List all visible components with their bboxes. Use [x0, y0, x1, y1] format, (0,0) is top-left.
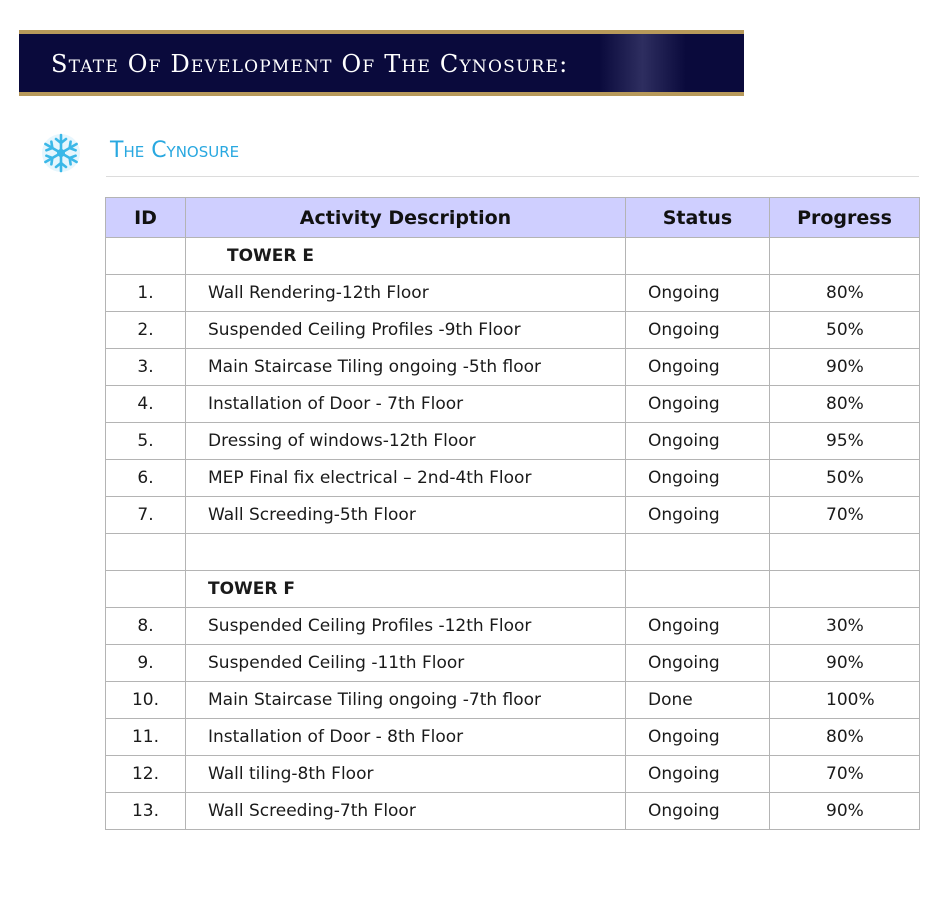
table-row [106, 275, 920, 312]
row-progress: 30% [770, 608, 920, 645]
table-row [106, 423, 920, 460]
row-progress: 80% [770, 719, 920, 756]
table-row [106, 312, 920, 349]
row-status: Ongoing [626, 460, 770, 497]
table-row [106, 719, 920, 756]
row-status: Ongoing [626, 719, 770, 756]
row-progress: 50% [770, 460, 920, 497]
table-row [106, 682, 920, 719]
row-description: Main Staircase Tiling ongoing -7th floor [186, 682, 626, 719]
row-description: Installation of Door - 8th Floor [186, 719, 626, 756]
tower-e-heading-row [106, 238, 920, 275]
row-id: 6. [106, 460, 186, 497]
row-id: 10. [106, 682, 186, 719]
table-row [106, 460, 920, 497]
row-progress: 70% [770, 497, 920, 534]
row-id: 5. [106, 423, 186, 460]
row-id: 2. [106, 312, 186, 349]
row-progress: 90% [770, 793, 920, 830]
row-id: 11. [106, 719, 186, 756]
section-divider [106, 176, 919, 177]
tower-f-heading-row [106, 571, 920, 608]
table-row [106, 793, 920, 830]
tower-e-label: TOWER E [186, 238, 626, 275]
row-description: Suspended Ceiling Profiles -9th Floor [186, 312, 626, 349]
activity-table [105, 197, 920, 830]
title-banner [19, 30, 744, 96]
row-description: Dressing of windows-12th Floor [186, 423, 626, 460]
row-description: Wall Screeding-7th Floor [186, 793, 626, 830]
row-progress: 90% [770, 349, 920, 386]
row-description: Suspended Ceiling Profiles -12th Floor [186, 608, 626, 645]
row-progress: 90% [770, 645, 920, 682]
row-progress: 50% [770, 312, 920, 349]
row-progress: 70% [770, 756, 920, 793]
row-status: Ongoing [626, 349, 770, 386]
row-progress: 80% [770, 275, 920, 312]
row-status: Ongoing [626, 756, 770, 793]
row-id: 8. [106, 608, 186, 645]
header-progress: Progress [770, 198, 920, 238]
row-id: 7. [106, 497, 186, 534]
tower-f-label: TOWER F [186, 571, 626, 608]
row-progress: 100% [770, 682, 920, 719]
row-id: 4. [106, 386, 186, 423]
row-description: MEP Final fix electrical – 2nd-4th Floor [186, 460, 626, 497]
row-id: 1. [106, 275, 186, 312]
header-description: Activity Description [186, 198, 626, 238]
table-row [106, 386, 920, 423]
row-status: Ongoing [626, 423, 770, 460]
table-row [106, 497, 920, 534]
row-id: 13. [106, 793, 186, 830]
header-id: ID [106, 198, 186, 238]
page-title: State Of Development Of The Cynosure: [51, 50, 569, 78]
row-status: Ongoing [626, 645, 770, 682]
snowflake-icon [40, 132, 82, 174]
row-status: Ongoing [626, 386, 770, 423]
row-description: Wall Screeding-5th Floor [186, 497, 626, 534]
row-id: 3. [106, 349, 186, 386]
row-status: Done [626, 682, 770, 719]
row-status: Ongoing [626, 312, 770, 349]
row-status: Ongoing [626, 608, 770, 645]
row-status: Ongoing [626, 497, 770, 534]
header-status: Status [626, 198, 770, 238]
row-status: Ongoing [626, 275, 770, 312]
section-title: The Cynosure [110, 138, 240, 163]
table-header-row [106, 198, 920, 238]
row-id: 12. [106, 756, 186, 793]
table-row [106, 349, 920, 386]
empty-row [106, 534, 920, 571]
table-row [106, 645, 920, 682]
row-description: Main Staircase Tiling ongoing -5th floor [186, 349, 626, 386]
row-description: Wall tiling-8th Floor [186, 756, 626, 793]
table-row [106, 756, 920, 793]
row-progress: 80% [770, 386, 920, 423]
row-description: Suspended Ceiling -11th Floor [186, 645, 626, 682]
row-progress: 95% [770, 423, 920, 460]
row-status: Ongoing [626, 793, 770, 830]
table-row [106, 608, 920, 645]
row-description: Installation of Door - 7th Floor [186, 386, 626, 423]
row-description: Wall Rendering-12th Floor [186, 275, 626, 312]
row-id: 9. [106, 645, 186, 682]
